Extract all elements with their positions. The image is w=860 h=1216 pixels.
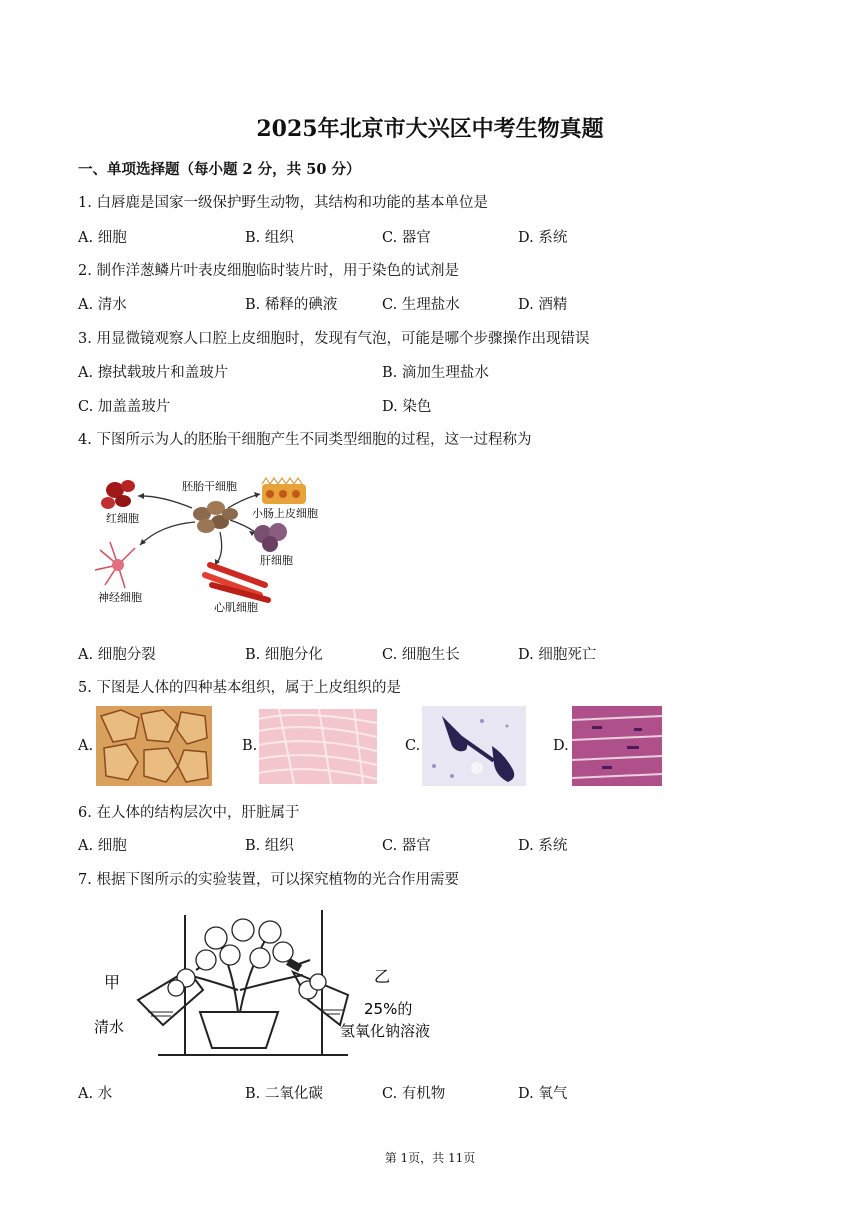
liver-label: 肝细胞 — [260, 554, 293, 567]
stem-cell-differentiation-figure — [80, 470, 340, 620]
stem-cell-label: 胚胎干细胞 — [182, 480, 237, 493]
tissue-image-a — [96, 706, 212, 786]
q6-option-b: B. 组织 — [245, 838, 294, 854]
photosynthesis-experiment-figure — [78, 900, 482, 1065]
q3-option-d: D. 染色 — [382, 399, 432, 415]
q6-option-d: D. 系统 — [518, 838, 568, 854]
rbc-label: 红细胞 — [106, 512, 139, 525]
tissue-image-c — [422, 706, 526, 786]
q1-option-d: D. 系统 — [518, 230, 568, 246]
red-blood-cell-icon — [101, 480, 135, 509]
q2-option-b: B. 稀释的碘液 — [245, 297, 338, 313]
tissue-image-b — [259, 709, 377, 784]
question-1-stem: 1. 白唇鹿是国家一级保护野生动物，其结构和功能的基本单位是 — [78, 195, 488, 211]
q4-option-d: D. 细胞死亡 — [518, 647, 597, 663]
liver-cell-icon — [254, 523, 287, 552]
question-6-stem: 6. 在人体的结构层次中，肝脏属于 — [78, 805, 300, 821]
label-percent: 25%的 — [364, 1000, 413, 1018]
question-5-stem: 5. 下图是人体的四种基本组织，属于上皮组织的是 — [78, 680, 401, 696]
q1-option-a: A. 细胞 — [78, 230, 127, 246]
q3-option-c: C. 加盖盖玻片 — [78, 399, 171, 415]
nerve-cell-icon — [95, 542, 135, 588]
label-yi: 乙 — [374, 967, 391, 986]
q3-option-b: B. 滴加生理盐水 — [382, 365, 489, 381]
q6-option-c: C. 器官 — [382, 838, 431, 854]
q7-option-d: D. 氧气 — [518, 1086, 568, 1102]
label-water: 清水 — [94, 1018, 125, 1036]
q2-option-d: D. 酒精 — [518, 297, 568, 313]
intestine-label: 小肠上皮细胞 — [252, 507, 318, 520]
page-title: 2025年北京市大兴区中考生物真题 — [256, 116, 604, 142]
q6-option-a: A. 细胞 — [78, 838, 127, 854]
intestinal-cell-icon — [262, 478, 306, 504]
q3-option-a: A. 擦拭载玻片和盖玻片 — [78, 365, 229, 381]
nerve-label: 神经细胞 — [98, 591, 142, 604]
q4-option-b: B. 细胞分化 — [245, 647, 323, 663]
q7-option-a: A. 水 — [78, 1086, 113, 1102]
heart-label: 心肌细胞 — [214, 601, 258, 614]
q4-option-c: C. 细胞生长 — [382, 647, 460, 663]
question-7-stem: 7. 根据下图所示的实验装置，可以探究植物的光合作用需要 — [78, 872, 459, 888]
question-2-stem: 2. 制作洋葱鳞片叶表皮细胞临时装片时，用于染色的试剂是 — [78, 263, 459, 279]
q1-option-b: B. 组织 — [245, 230, 294, 246]
q5-option-d: D. — [553, 738, 569, 754]
label-naoh: 氢氧化钠溶液 — [340, 1022, 431, 1040]
q5-option-a: A. — [78, 738, 94, 754]
label-jia: 甲 — [104, 973, 121, 992]
heart-muscle-icon — [205, 565, 268, 600]
question-3-stem: 3. 用显微镜观察人口腔上皮细胞时，发现有气泡，可能是哪个步骤操作出现错误 — [78, 331, 590, 347]
section-heading: 一、单项选择题（每小题 2 分，共 50 分） — [78, 161, 361, 178]
page-footer: 第 1页，共 11页 — [384, 1151, 476, 1165]
q5-option-c: C. — [405, 738, 421, 754]
q4-option-a: A. 细胞分裂 — [78, 647, 156, 663]
tissue-image-d — [572, 706, 662, 786]
q7-option-c: C. 有机物 — [382, 1086, 446, 1102]
q1-option-c: C. 器官 — [382, 230, 431, 246]
q2-option-c: C. 生理盐水 — [382, 297, 460, 313]
q2-option-a: A. 清水 — [78, 297, 127, 313]
q5-option-b: B. — [242, 738, 258, 754]
question-4-stem: 4. 下图所示为人的胚胎干细胞产生不同类型细胞的过程，这一过程称为 — [78, 432, 532, 448]
q7-option-b: B. 二氧化碳 — [245, 1086, 323, 1102]
